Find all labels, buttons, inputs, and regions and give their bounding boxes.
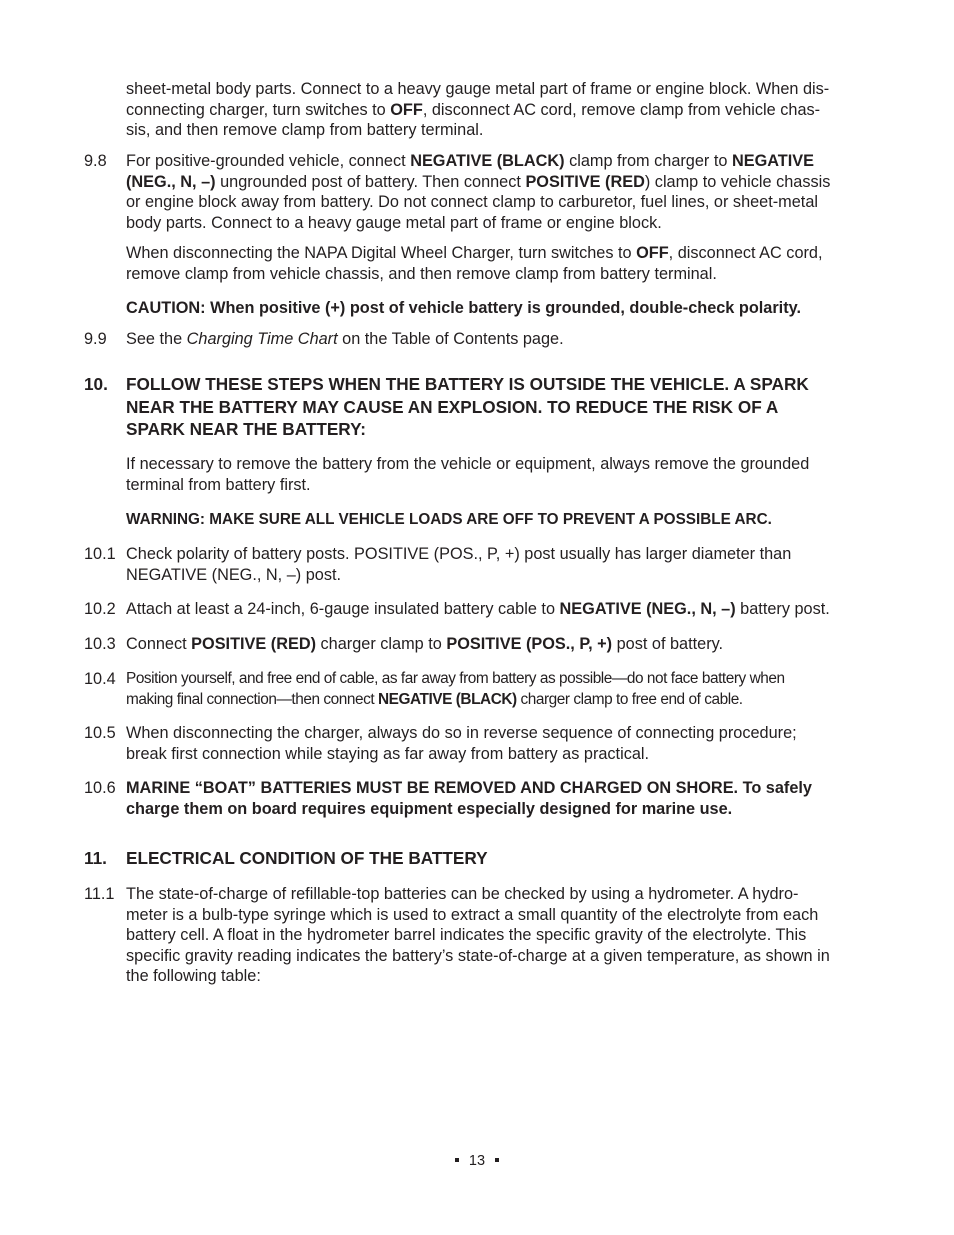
heading-line: FOLLOW THESE STEPS WHEN THE BATTERY IS OUTSIDE THE VEHICLE. A SPARK xyxy=(126,374,809,394)
step-text: battery post. xyxy=(735,600,830,618)
step-number: 10.6 xyxy=(84,779,116,797)
step-text: , disconnect AC cord, xyxy=(668,244,823,262)
step-number: 11.1 xyxy=(84,885,115,903)
heading-line: NEAR THE BATTERY MAY CAUSE AN EXPLOSION. TO REDUCE THE RISK OF A xyxy=(126,396,779,417)
paragraph-line: terminal from battery first. xyxy=(126,475,311,494)
step-10-6-text xyxy=(126,778,871,819)
page-footer xyxy=(0,1153,954,1169)
step-10-3-text xyxy=(126,634,871,655)
page-number: 13 xyxy=(468,1153,486,1169)
step-text: The state-of-charge of refillable-top batteries can be checked by using a hydrometer. A hydro- xyxy=(126,885,799,903)
step-number: 10.2 xyxy=(84,600,116,618)
step-bold: POSITIVE (RED xyxy=(525,172,645,191)
step-text: When disconnecting the NAPA Digital Wheel Charger, turn switches to xyxy=(126,244,637,262)
step-10-2-text xyxy=(126,599,871,620)
step-text: or engine block away from battery. Do not connect clamp to carburetor, fuel lines, or sheet-metal xyxy=(126,193,818,211)
step-text: Position yourself, and free end of cable, as far away from battery as possible—do not face battery when xyxy=(126,670,785,687)
paragraph-line: If necessary to remove the battery from the vehicle or equipment, always remove the grounded xyxy=(126,455,810,473)
step-text: ungrounded post of battery. Then connect xyxy=(215,172,526,191)
step-text: making final connection—then connect xyxy=(126,690,378,708)
step-text: NEGATIVE (NEG., N, –) post. xyxy=(126,565,342,584)
step-bold: NEGATIVE (BLACK) xyxy=(410,152,565,170)
step-bold: NEGATIVE xyxy=(731,152,814,170)
intro-bold: OFF xyxy=(390,100,423,119)
section-10-paragraph xyxy=(126,454,871,495)
section-10-heading xyxy=(126,373,886,441)
step-text: Attach at least a 24-inch, 6-gauge insulated battery cable to xyxy=(126,600,560,618)
step-text: specific gravity reading indicates the battery’s state-of-charge at a given temperature, as shown in xyxy=(126,946,830,965)
step-text: body parts. Connect to a heavy gauge metal part of frame or engine block. xyxy=(126,213,662,232)
section-number: 11. xyxy=(84,848,107,868)
heading-line: SPARK NEAR THE BATTERY: xyxy=(126,419,366,439)
step-10-5-text xyxy=(126,723,871,764)
step-text: meter is a bulb-type syringe which is used to extract a small quantity of the electrolyte from each xyxy=(126,905,819,924)
section-11-heading: ELECTRICAL CONDITION OF THE BATTERY xyxy=(126,848,488,868)
step-text: charger clamp to xyxy=(316,635,447,653)
step-10-4-text xyxy=(126,669,871,710)
step-number: 9.9 xyxy=(84,330,107,348)
intro-paragraph xyxy=(126,79,871,141)
step-text: break first connection while staying as far away from battery as practical. xyxy=(126,744,650,763)
intro-text: connecting charger, turn switches to xyxy=(126,100,391,119)
step-number: 10.3 xyxy=(84,635,116,653)
step-number: 10.4 xyxy=(84,670,116,688)
step-bold: NEGATIVE (NEG., N, –) xyxy=(559,600,736,618)
intro-text: sis, and then remove clamp from battery terminal. xyxy=(126,121,484,139)
step-bold: (NEG., N, –) xyxy=(126,172,216,191)
charging-time-chart-reference: Charging Time Chart xyxy=(186,330,338,348)
step-text: on the Table of Contents page. xyxy=(337,330,564,348)
step-text: MARINE “BOAT” BATTERIES MUST BE REMOVED AND CHARGED ON SHORE. To safely xyxy=(126,779,812,797)
step-text: When disconnecting the charger, always do so in reverse sequence of connecting procedure; xyxy=(126,724,797,742)
step-text: Connect xyxy=(126,635,192,653)
step-9-8-disconnect-text xyxy=(126,243,871,284)
bullet-square-icon xyxy=(495,1158,499,1162)
step-text: See the xyxy=(126,330,187,348)
step-number: 9.8 xyxy=(84,152,107,170)
step-bold: POSITIVE (POS., P, +) xyxy=(446,635,613,653)
step-text: post of battery. xyxy=(612,635,724,653)
section-number: 10. xyxy=(84,374,108,394)
step-text: the following table: xyxy=(126,967,261,985)
step-10-1-text xyxy=(126,544,871,585)
step-text: battery cell. A float in the hydrometer barrel indicates the specific gravity of the electrolyte. This xyxy=(126,926,807,944)
intro-text: sheet-metal body parts. Connect to a heavy gauge metal part of frame or engine block. When dis- xyxy=(126,80,830,98)
step-number: 10.1 xyxy=(84,545,116,563)
bullet-square-icon xyxy=(455,1158,459,1162)
step-text: charger clamp to free end of cable. xyxy=(516,690,743,708)
warning-text: WARNING: MAKE SURE ALL VEHICLE LOADS ARE OFF TO PREVENT A POSSIBLE ARC. xyxy=(126,511,772,528)
intro-text: , disconnect AC cord, remove clamp from vehicle chas- xyxy=(422,100,821,119)
step-text: charge them on board requires equipment especially designed for marine use. xyxy=(126,799,733,818)
step-bold: NEGATIVE (BLACK) xyxy=(378,690,517,708)
step-number: 10.5 xyxy=(84,724,116,742)
step-bold: OFF xyxy=(636,244,669,262)
step-text: Check polarity of battery posts. POSITIVE (POS., P, +) post usually has larger diameter than xyxy=(126,545,792,563)
step-11-1-text xyxy=(126,884,871,987)
step-9-9-text xyxy=(126,329,871,350)
step-bold: POSITIVE (RED) xyxy=(191,635,317,653)
step-9-8-text xyxy=(126,151,871,233)
step-text: For positive-grounded vehicle, connect xyxy=(126,152,411,170)
step-text: clamp from charger to xyxy=(564,152,732,170)
caution-text: CAUTION: When positive (+) post of vehicle battery is grounded, double-check polarity. xyxy=(126,299,801,317)
step-text: ) clamp to vehicle chassis xyxy=(644,172,831,191)
step-text: remove clamp from vehicle chassis, and then remove clamp from battery terminal. xyxy=(126,264,717,283)
